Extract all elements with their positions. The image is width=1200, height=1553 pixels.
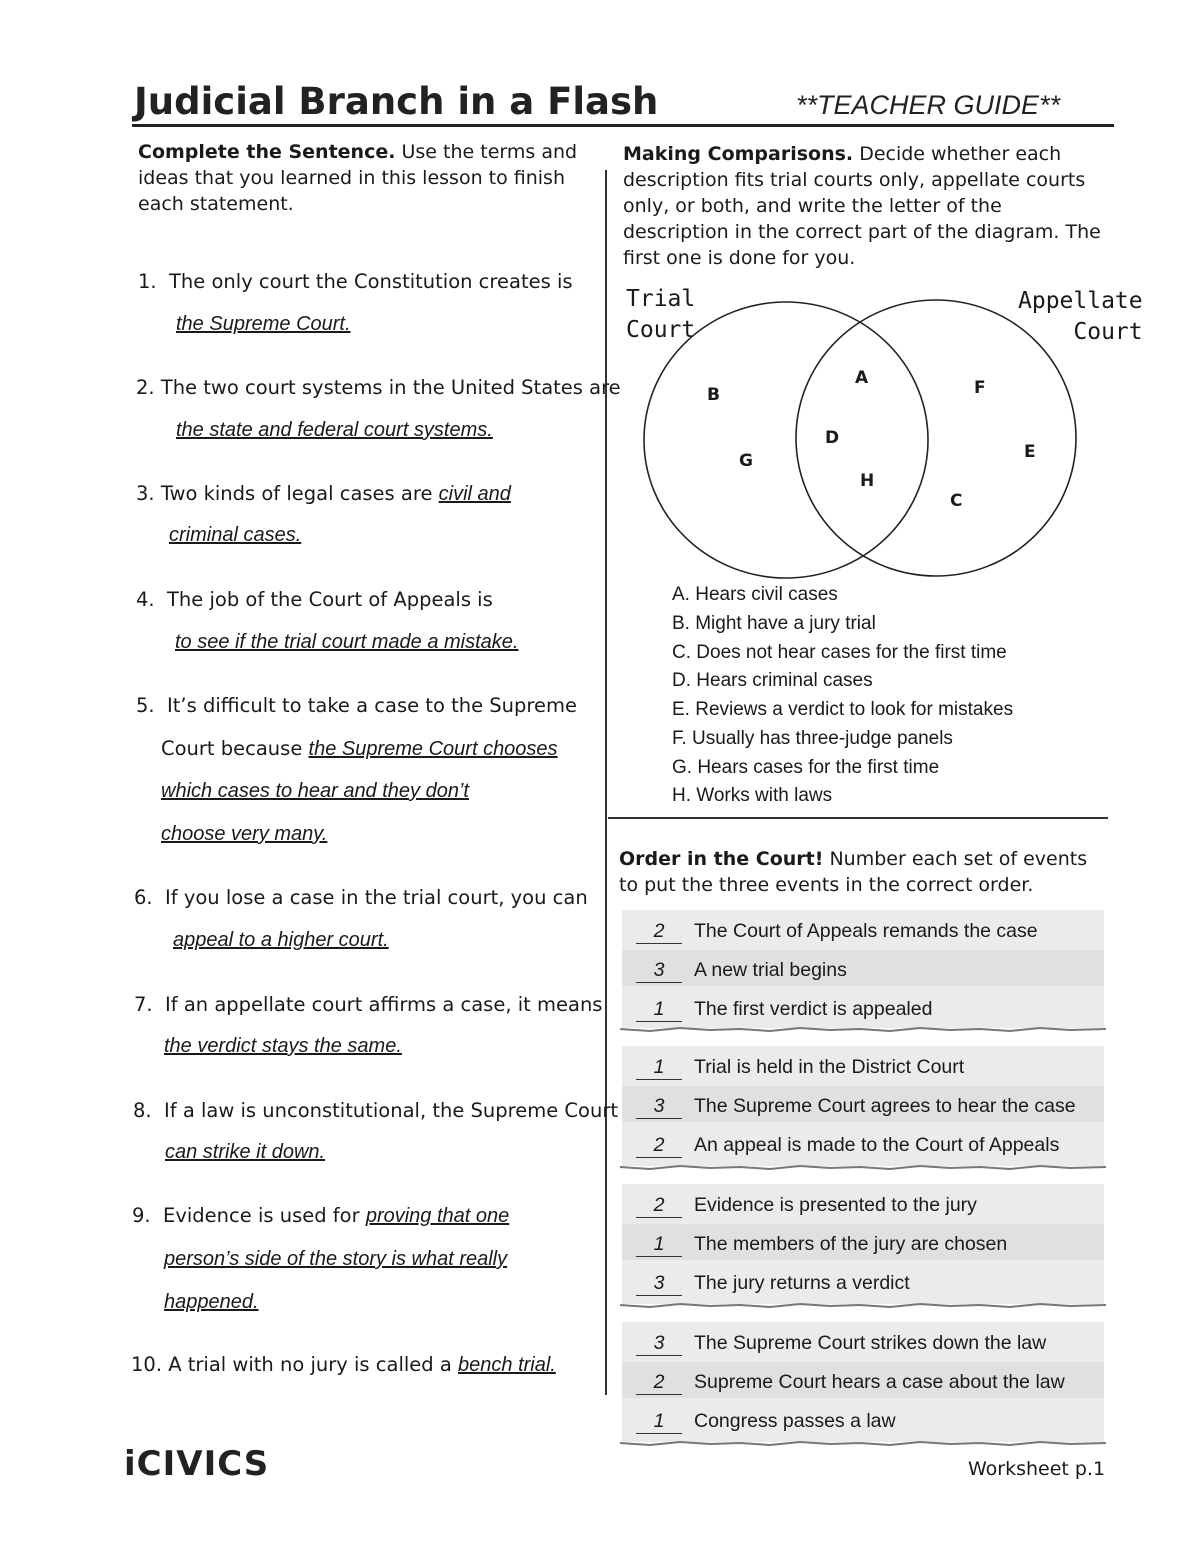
- trial-label-line2: Court: [626, 317, 696, 343]
- event-row: [636, 1056, 964, 1080]
- order-number: 1: [636, 1056, 682, 1080]
- torn-edge: [620, 1026, 1106, 1032]
- event-row: [636, 1371, 1065, 1395]
- description-c: C. Does not hear cases for the first time: [672, 642, 1007, 663]
- order-number: 1: [636, 998, 682, 1022]
- answer-9a: proving that one: [365, 1205, 510, 1227]
- torn-edge: [620, 1302, 1106, 1308]
- event-text: The jury returns a verdict: [694, 1272, 910, 1294]
- question-5: [136, 694, 577, 717]
- question-text: The only court the Constitution creates is: [169, 270, 573, 293]
- answer-3a: civil and: [438, 483, 511, 505]
- event-text: The members of the jury are chosen: [694, 1233, 1008, 1255]
- icivics-logo: iCIVICS: [124, 1444, 270, 1484]
- answer-9c: happened.: [164, 1291, 259, 1313]
- title-rule: [132, 124, 1114, 127]
- question-1: [138, 270, 573, 293]
- answer-4: to see if the trial court made a mistake.: [175, 631, 519, 653]
- order-number: 3: [636, 959, 682, 983]
- venn-letter-e: E: [1024, 442, 1036, 462]
- event-text: The Supreme Court agrees to hear the case: [694, 1095, 1076, 1117]
- page-title: Judicial Branch in a Flash: [134, 80, 659, 123]
- question-number: 7.: [134, 993, 153, 1016]
- event-row: [636, 1332, 1046, 1356]
- description-e: E. Reviews a verdict to look for mistakes: [672, 699, 1014, 720]
- venn-letter-f: F: [974, 378, 986, 398]
- question-8: [133, 1099, 618, 1122]
- answer-10: bench trial.: [458, 1354, 556, 1376]
- order-number: 3: [636, 1095, 682, 1119]
- question-number: 3.: [136, 482, 155, 505]
- order-number: 1: [636, 1410, 682, 1434]
- event-row: [636, 1233, 1007, 1257]
- description-f: F. Usually has three-judge panels: [672, 728, 953, 749]
- question-10: [131, 1353, 556, 1377]
- question-text: Evidence is used for: [163, 1204, 360, 1227]
- instructions-heading: Order in the Court!: [619, 848, 824, 870]
- event-row: [636, 1134, 1059, 1158]
- venn-letter-b: B: [707, 385, 720, 405]
- answer-1: the Supreme Court.: [176, 313, 351, 335]
- question-text: If a law is unconstitutional, the Supreme Court: [164, 1099, 618, 1122]
- event-row: [636, 1410, 896, 1434]
- event-text: Evidence is presented to the jury: [694, 1194, 977, 1216]
- question-text: If you lose a case in the trial court, you can: [165, 886, 588, 909]
- event-text: Supreme Court hears a case about the law: [694, 1371, 1065, 1393]
- answer-5a: the Supreme Court chooses: [308, 738, 558, 760]
- trial-court-circle: [644, 302, 928, 578]
- question-number: 4.: [136, 588, 155, 611]
- question-text: Court because: [161, 737, 303, 760]
- column-divider: [605, 170, 607, 1395]
- comparisons-instructions: [623, 141, 1103, 271]
- event-text: Trial is held in the District Court: [694, 1056, 965, 1078]
- question-3: [136, 482, 511, 506]
- question-text: A trial with no jury is called a: [168, 1353, 452, 1376]
- instructions-text: Number each set of events to put the three events in the correct order.: [619, 848, 1088, 896]
- page-footer: Worksheet p.1: [968, 1458, 1106, 1480]
- question-2: [136, 376, 621, 399]
- event-text: The Supreme Court strikes down the law: [694, 1332, 1047, 1354]
- question-text: It’s difficult to take a case to the Supreme: [167, 694, 577, 717]
- instructions-text: Use the terms and ideas that you learned in this lesson to finish each statement.: [138, 141, 578, 215]
- order-number: 3: [636, 1332, 682, 1356]
- section-divider: [608, 817, 1108, 819]
- trial-label-line1: Trial: [626, 286, 696, 312]
- answer-9b: person’s side of the story is what really: [164, 1248, 508, 1270]
- torn-edge: [620, 1440, 1106, 1446]
- answer-5b: which cases to hear and they don’t: [161, 780, 469, 802]
- order-number: 1: [636, 1233, 682, 1257]
- instructions-heading: Making Comparisons.: [623, 143, 854, 165]
- venn-letter-a: A: [855, 368, 869, 388]
- answer-2: the state and federal court systems.: [176, 419, 493, 441]
- venn-letter-g: G: [739, 451, 753, 471]
- question-text: The two court systems in the United States are: [160, 376, 621, 399]
- answer-3b: criminal cases.: [169, 524, 302, 546]
- description-b: B. Might have a jury trial: [672, 613, 876, 634]
- complete-sentence-instructions: [138, 139, 608, 217]
- order-instructions: [619, 846, 1099, 898]
- question-7: [134, 993, 602, 1016]
- question-9: [132, 1204, 509, 1228]
- question-number: 1.: [138, 270, 157, 293]
- venn-letter-d: D: [825, 428, 840, 448]
- description-d: D. Hears criminal cases: [672, 670, 873, 691]
- order-number: 2: [636, 1371, 682, 1395]
- event-text: An appeal is made to the Court of Appeals: [694, 1134, 1060, 1156]
- instructions-text: Decide whether each description fits trial courts only, appellate courts only, or both, and write the letter of the description in the correct part of the diagram. The first one is done for you.: [623, 143, 1101, 269]
- question-6: [134, 886, 588, 909]
- appellate-label-line2: Court: [1073, 319, 1143, 345]
- event-row: [636, 998, 932, 1022]
- teacher-guide-label: **TEACHER GUIDE**: [796, 90, 1061, 120]
- question-number: 8.: [133, 1099, 152, 1122]
- event-row: [636, 959, 847, 983]
- question-4: [136, 588, 493, 611]
- event-text: The first verdict is appealed: [694, 998, 933, 1020]
- appellate-label-line1: Appellate: [1018, 288, 1143, 314]
- description-g: G. Hears cases for the first time: [672, 757, 940, 778]
- question-number: 2.: [136, 376, 155, 399]
- torn-edge: [620, 1164, 1106, 1170]
- question-number: 6.: [134, 886, 153, 909]
- question-text: If an appellate court affirms a case, it means: [165, 993, 603, 1016]
- event-text: A new trial begins: [694, 959, 847, 981]
- order-number: 2: [636, 1194, 682, 1218]
- question-number: 5.: [136, 694, 155, 717]
- question-number: 9.: [132, 1204, 151, 1227]
- question-5-cont: [161, 737, 558, 761]
- instructions-heading: Complete the Sentence.: [138, 141, 396, 163]
- event-text: Congress passes a law: [694, 1410, 896, 1432]
- event-row: [636, 1194, 977, 1218]
- event-row: [636, 920, 1038, 944]
- question-text: The job of the Court of Appeals is: [167, 588, 493, 611]
- event-text: The Court of Appeals remands the case: [694, 920, 1038, 942]
- answer-5c: choose very many.: [161, 823, 328, 845]
- venn-letter-c: C: [950, 491, 963, 511]
- question-text: Two kinds of legal cases are: [160, 482, 433, 505]
- venn-diagram: [620, 290, 1110, 590]
- event-row: [636, 1095, 1076, 1119]
- event-row: [636, 1272, 910, 1296]
- answer-8: can strike it down.: [165, 1141, 326, 1163]
- answer-6: appeal to a higher court.: [173, 929, 389, 951]
- order-number: 2: [636, 1134, 682, 1158]
- question-number: 10.: [131, 1353, 163, 1376]
- answer-7: the verdict stays the same.: [164, 1035, 402, 1057]
- description-a: A. Hears civil cases: [672, 584, 838, 605]
- description-h: H. Works with laws: [672, 785, 833, 806]
- venn-letter-h: H: [860, 471, 875, 491]
- order-number: 3: [636, 1272, 682, 1296]
- order-number: 2: [636, 920, 682, 944]
